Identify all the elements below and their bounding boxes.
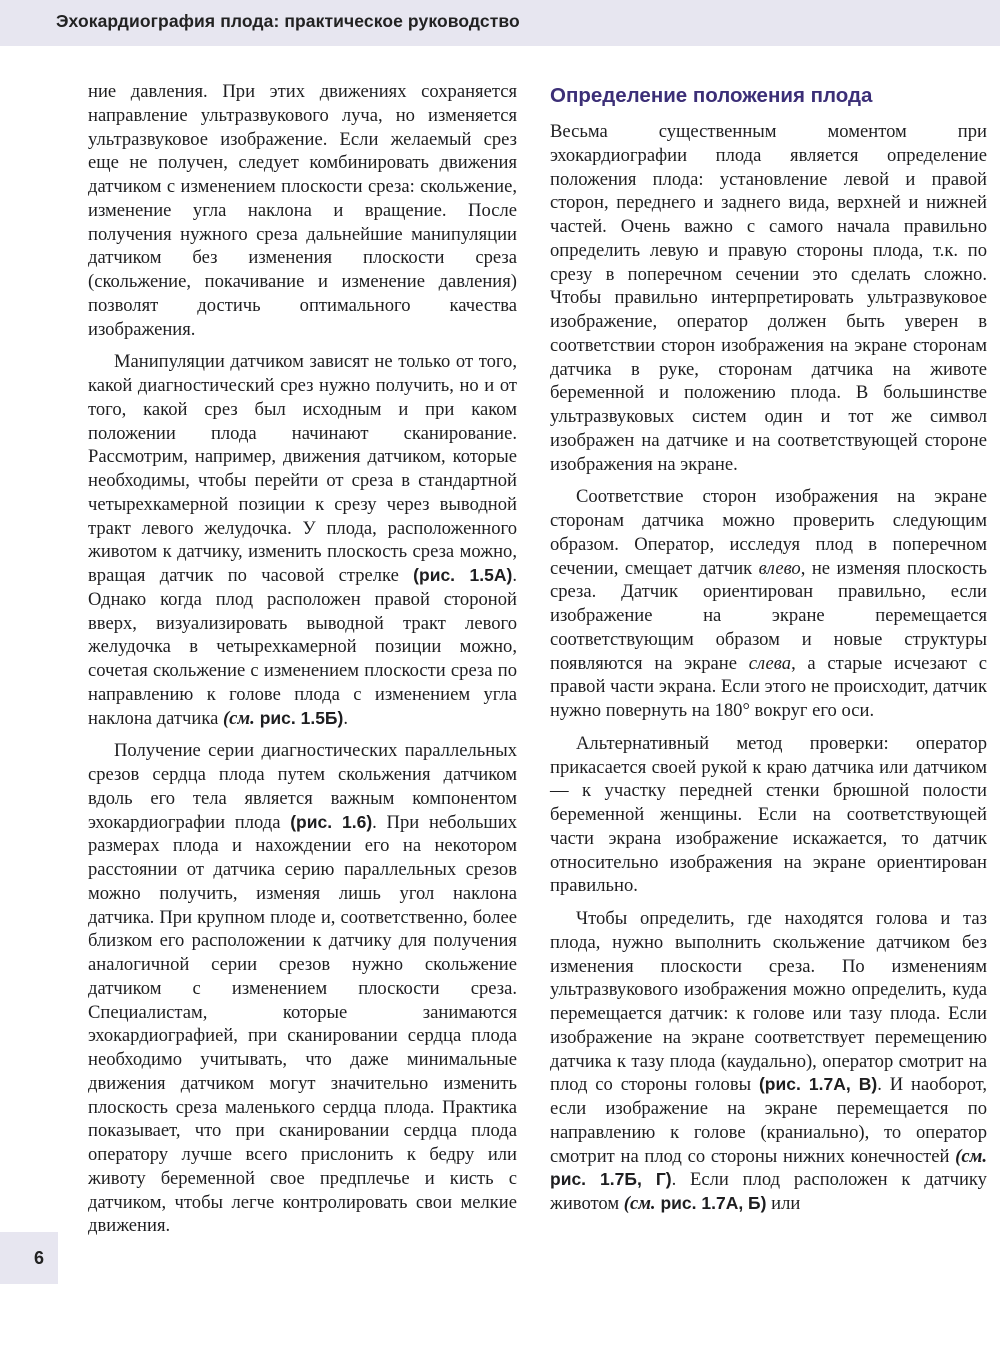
figure-reference: рис. 1.7А, Б) (655, 1193, 767, 1213)
section-heading: Определение положения плода (550, 84, 873, 107)
text-run: . (343, 707, 348, 729)
figure-reference-prefix: (см. (222, 707, 255, 729)
text-run: . И наоборот, если изображение на экране перемещается по направлению к голове (краниально), то оператор смотрит на плод со стороны нижних конечностей (550, 1074, 987, 1167)
text-run: , а старые исчезают с правой части экрана. Если этого не происходит, датчик нужно повернуть на 180° вокруг его оси. (550, 652, 988, 721)
text-run: . Если плод расположен к датчику животом (550, 1169, 987, 1214)
running-header-title: Эхокардиография плода: практическое руководство (56, 11, 520, 31)
figure-reference-prefix: (см. (623, 1193, 656, 1214)
text-run: . Однако когда плод расположен правой стороной вверх, визуализировать выводной тракт левого желудочка в четырехкамерной позиции можно, сочетая скольжение с изменением плоскости среза по направлению к голове плода с изменением угла наклона датчика (88, 565, 517, 729)
text-run: или (766, 1193, 801, 1214)
figure-reference: (рис. 1.7А, В) (758, 1074, 878, 1095)
right-paragraph-3: Альтернативный метод проверки: оператор прикасается своей рукой к краю датчика или датчиком — к участку передней стенки брюшной полости беременной женщины. Если на соответствующей части экрана изображение искажается, то датчик относительно изображения на экране ориентирован правильно. (550, 732, 987, 897)
figure-reference: (рис. 1.5А) (413, 565, 513, 585)
text-run: . При небольших размерах плода и нахождении его на некотором расстоянии от датчика серию параллельных срезов можно получить, изменяя лишь угол наклона датчика. При крупном плоде и, соответственно, более близком его расположении к датчику для получения аналогичной серии срезов нужно скольжение датчиком с изменением плоскости среза. Специалистам, которые занимаются эхокардиографией, при сканировании сердца плода необходимо учитывать, что даже минимальные движения датчиком могут значительно изменить плоскость среза маленького сердца плода. Практика показывает, что при сканировании сердца плода оператору лучше всего прислонить к бедру или животу беременной свое предплечье и кисть с датчиком, чтобы легче контролировать свои мелкие движения. (88, 811, 517, 1237)
left-paragraph-2 (88, 350, 517, 730)
emphasis: слева (748, 652, 792, 674)
text-run: Соответствие сторон изображения на экране сторонам датчика можно проверить следующим образом. Оператор, исследуя плод в поперечном сечении, смещает датчик (550, 486, 987, 579)
right-paragraph-2 (550, 485, 987, 723)
left-paragraph-1: ние давления. При этих движениях сохраняется направление ультразвукового луча, но изменяется ультразвуковое изображение. Если желаемый срез еще не получен, следует комбинировать движения датчиком с изменением плоскости среза: скольжение, изменение угла наклона и вращение. После получения нужного среза дальнейшие манипуляции датчиком без изменения плоскости среза (скольжение, покачивание и изменение давления) позволят достичь оптимального качества изображения. (88, 81, 517, 340)
text-run: Чтобы определить, где находятся голова и таз плода, нужно выполнить скольжение датчиком без изменения плоскости среза. По изменениям ультразвукового изображения можно определить, куда перемещается датчик: к голове или тазу плода. Если изображение на экране соответствует перемещению датчика к тазу плода (каудально), оператор смотрит на плод со стороны головы (550, 908, 987, 1096)
text-run: Манипуляции датчиком зависят не только от того, какой диагностический срез нужно получить, но и от того, какой срез был исходным и при каком положении плода начинают сканирование. Рассмотрим, например, движения датчиком, которые необходимы, чтобы перейти от среза в стандартной четырехкамерной позиции к срезу через выводной тракт левого желудочка. У плода, расположенного животом к датчику, изменить плоскость среза можно, вращая датчик по часовой стрелке (88, 351, 517, 586)
figure-reference: (рис. 1.6) (290, 811, 373, 832)
figure-reference-prefix: (см. (955, 1145, 987, 1167)
text-run: Получение серии диагностических параллельных срезов сердца плода путем скольжения датчиком вдоль его тела является важным компонентом эхокардиографии плода (88, 740, 517, 833)
right-column (550, 84, 987, 1225)
page-number-tab (0, 1232, 58, 1284)
left-paragraph-3 (88, 739, 517, 1238)
page-number: 6 (34, 1248, 45, 1268)
figure-reference: рис. 1.7Б, Г) (550, 1169, 672, 1190)
left-column (88, 80, 517, 1247)
text-run: , не изменяя плоскость среза. Датчик ориентирован правильно, если изображение на экране перемещается соответствующим образом и новые структуры появляются на экране (550, 557, 987, 674)
figure-reference: рис. 1.5Б) (254, 707, 344, 728)
right-paragraph-4 (550, 907, 987, 1216)
emphasis: влево (758, 557, 801, 579)
right-paragraph-1: Весьма существенным моментом при эхокардиографии плода является определение положения плода: установление левой и правой сторон, переднего и заднего вида, верхней и нижней частей. Очень важно с самого начала правильно определить левую и правую стороны плода, т.к. по срезу в поперечном сечении это сделать сложно. Чтобы правильно интерпретировать ультразвуковое изображение, оператор должен быть уверен в соответствии сторон изображения на экране сторонам датчика в руке, сторонам датчика на животе беременной и положению плода. В большинстве ультразвуковых систем один и тот же символ изображен на датчике и на соответствующей стороне изображения на экране. (550, 121, 987, 475)
